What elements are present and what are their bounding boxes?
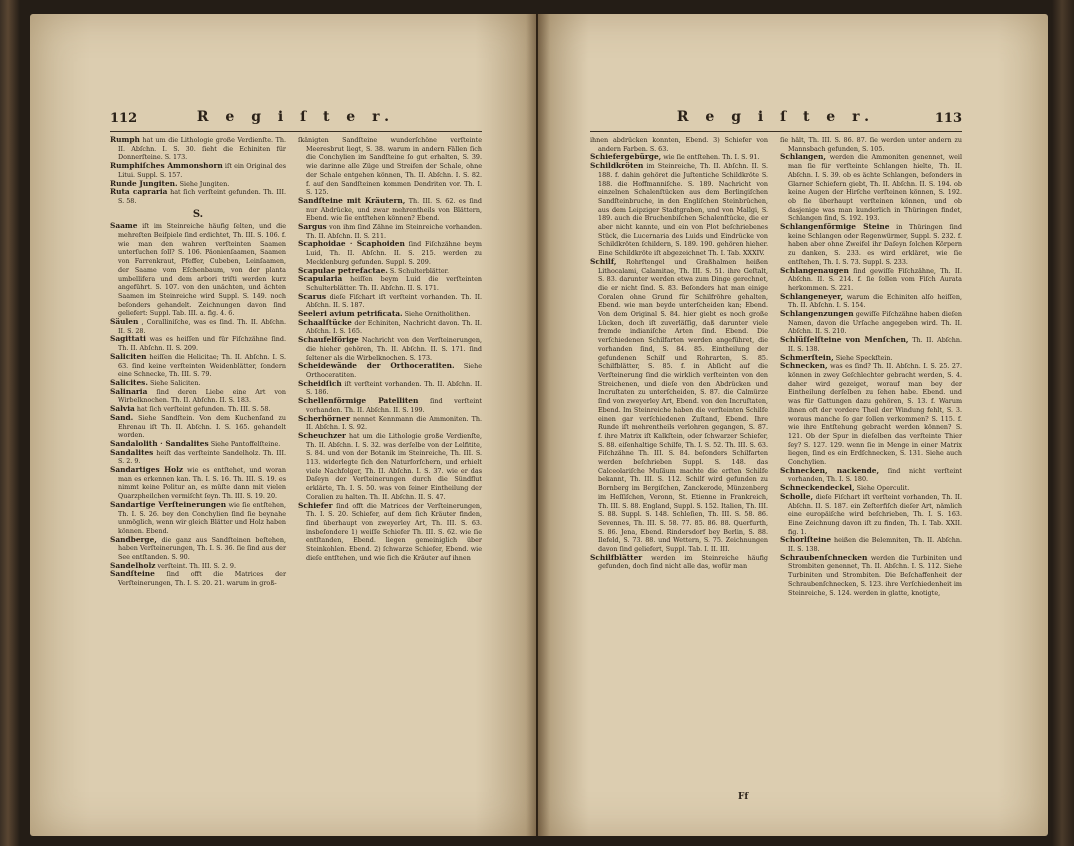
entry-headword: Sagittati <box>110 334 146 344</box>
entry-headword: Sandberge, <box>110 534 157 544</box>
index-entry <box>590 162 768 258</box>
index-entry <box>110 449 286 466</box>
index-entry <box>590 136 768 153</box>
right-running-title: R e g i ſ t e r. <box>676 109 876 125</box>
index-entry <box>780 223 962 267</box>
entry-text: heißen die Belemniten, Th. II. Abſchn. II. S. 138. <box>788 536 962 554</box>
index-entry <box>780 310 962 336</box>
index-entry <box>780 362 962 466</box>
entry-headword: Scapularia <box>298 274 343 284</box>
index-entry <box>780 153 962 223</box>
entry-headword: Scheuchzer <box>298 430 346 440</box>
entry-text: S. Schulterblätter. <box>389 266 450 275</box>
index-entry <box>590 258 768 554</box>
entry-headword: Sandſteine mit Kräutern, <box>298 195 406 205</box>
index-entry <box>110 414 286 440</box>
entry-text: in Thüringen ſind keine Schlangen oder Regenwürmer, Suppl. S. 232. f. haben aber ohne Zweifel ihr Daſeyn ſolchen Körpern zu danken, S. 233. es wird erkläret, wie ſie entſtehen, Th. I. S. 73. Suppl. S. 233. <box>788 223 962 266</box>
index-entry <box>298 293 482 310</box>
entry-headword: Saame <box>110 221 138 231</box>
entry-text: werden im Steinreiche häufig gefunden, doch ſind nicht alle das, wofür man <box>598 553 768 571</box>
entry-text: von ihm ſind Zähne im Steinreiche vorhanden. Th. II. Abſchn. II. S. 211. <box>306 223 482 240</box>
entry-text: werden die Turbiniten und Strombiten genennet, Th. II. Abſchn. I. S. 112. Siehe Turbiniten und Strombiten. Die Beſchaffenheit der Schraubenſchnecken, S. 123. ihre Verſchiedenheit im Steinreiche, S. 124. werden in glatte, knotigte, <box>788 553 962 597</box>
entry-text: Siehe Orthoceratiten. <box>306 362 482 379</box>
right-page <box>538 14 1048 836</box>
entry-headword: Sandartige Verſteinerungen <box>110 499 227 509</box>
entry-text: der Echiniten, Nachricht davon. Th. II. Abſchn. I. S. 165. <box>306 318 482 336</box>
index-entry <box>110 222 286 318</box>
index-entry <box>780 554 962 598</box>
entry-headword: Sandelholz <box>110 560 156 570</box>
index-entry <box>298 432 482 502</box>
entry-text: Siehe Sandſtein. Von dem Kuchenſand zu Ehrenau iſt Th. II. Abſchn. I. S. 165. gehandelt worden. <box>118 413 286 440</box>
index-entry <box>298 415 482 432</box>
entry-headword: Scholle, <box>780 491 814 501</box>
left-page <box>30 14 536 836</box>
entry-text: dieſe Fiſchart iſt verſteint vorhanden. Th. II. Abſchn. II. S. 187. <box>306 292 482 310</box>
entry-text: hat ſich verſteint gefunden. Th. III. S. 58. <box>136 405 271 414</box>
entry-headword: Sand. <box>110 412 134 422</box>
entry-headword: Scaphoidae · Scaphoiden <box>298 239 405 249</box>
entry-text: nennet Kennmann die Ammoniten. Th. II. Abſchn. I. S. 92. <box>306 414 482 432</box>
entry-text: ſind offt die Matrices der Verſteinerungen, Th. I. S. 20. Schiefer, auf dem ſich Kräuter finden, ſind überhaupt von zweyerley Art, Th. III. S. 63. insbeſondere 1) weiſſe Schiefer Th. III. S. 62. wie ſie entſtanden, Ebend. liegen gemeiniglich über Steinkohlen. Ebend. 2) ſchwarze Schiefer, Ebend. wie dieſe entſtehen, und wie ſich die Kräuter auf ihnen <box>306 501 482 562</box>
entry-text: gewiſſe Fiſchzähne haben dieſen Namen, davon die Urſache angegeben wird. Th. II. Abſchn. II. S. 210. <box>788 310 962 336</box>
entry-text: was es ſind? Th. II. Abſchn. I. S. 25. 27. können in zwey Geſchlechter gebracht werden, S. 4. daher wird gezeiget, worauf man bey der Eintheilung derſelben zu ſehen habe. Ebend. und was für Gattungen dazu gehören, S. 13. f. Warum ihnen oft der vordere Theil der Windung fehlt, S. 3. woraus manche ſo gar ſollen verkommen? S. 115. f. wie ihre Entſtehung gebracht werden können? S. 121. Ob der Spur in dieſelben das verſteinte Thier ſey? S. 127. 129. wenn ſie in Menge in einer Matrix liegen, ſind es ein Erdſchnecken, S. 131. Siehe auch Conchylien. <box>788 362 962 467</box>
left-running-title: R e g i ſ t e r. <box>196 109 396 125</box>
index-entry <box>780 493 962 537</box>
index-entry <box>110 318 286 335</box>
left-column-2 <box>298 136 482 786</box>
entry-text: ſind gewiſſe Fiſchzähne, Th. II. Abſchn. II. S. 214. f. ſie ſollen vom Fiſch Aurata herkommen. S. 221. <box>788 266 962 292</box>
entry-headword: Schiefergebürge, <box>590 152 662 162</box>
entry-text: Siehe Saliciten. <box>149 378 201 387</box>
entry-headword: Salinaria <box>110 386 148 396</box>
entry-text: ſie hält, Th. III. S. 86. 87. ſie werden unter andern zu Mannsbach gefunden, S. 105. <box>780 136 962 153</box>
index-entry <box>110 388 286 405</box>
index-entry <box>110 353 286 379</box>
entry-text: Th. III. S. 62. es ſind nur Abdrücke, und zwar mehrentheils von Blättern, Ebend. wie ſie entſtehen können? Ebend. <box>306 196 482 223</box>
entry-headword: Scapulae petrefactae. <box>298 265 388 275</box>
index-entry <box>110 501 286 536</box>
index-entry <box>780 293 962 310</box>
entry-headword: Schilf, <box>590 256 617 266</box>
entry-headword: Schlangeneyer, <box>780 291 844 301</box>
index-entry <box>110 466 286 501</box>
index-entry <box>298 380 482 397</box>
entry-headword: Schilfblätter <box>590 552 643 562</box>
entry-headword: Schneckendeckel, <box>780 483 855 493</box>
entry-text: Th. II. Abſchn. II. S. 138. <box>788 336 962 353</box>
entry-text: ſind offt die Matrices der Verſteinerungen, Th. I. S. 20. 21. warum in groß- <box>118 570 286 588</box>
entry-text: ſind nicht verſteint vorhanden, Th. I. S. 180. <box>788 466 962 484</box>
left-column-1 <box>110 136 286 786</box>
right-page-header <box>590 109 962 132</box>
entry-headword: Salvia <box>110 404 135 414</box>
entry-text: heiſt das verſteinte Sandelholz. Th. III. S. 2. 9. <box>118 448 286 466</box>
entry-headword: Schlangenaugen <box>780 265 849 275</box>
entry-headword: Schlangen, <box>780 152 826 162</box>
entry-headword: Schiefer <box>298 500 333 510</box>
entry-headword: Schellenförmige Patelliten <box>298 396 419 406</box>
entry-headword: Scherhörner <box>298 413 350 423</box>
entry-headword: Scarus <box>298 291 327 301</box>
index-entry <box>298 397 482 414</box>
entry-headword: Sargus <box>298 222 327 232</box>
index-entry <box>298 223 482 240</box>
entry-text: werden die Ammoniten genennet, weil man ſie für verſteinte Schlangen hielte, Th. II. Abſchn. I. S. 39. ob es ächte Schlangen, beſonders in Glarner Schiefern giebt, Th. II. Abſchn. II. S. 194. ob keine Augen der Hirſche verſteinen können, S. 192. ob ſie überhaupt verſteinen können, und ob dasjenige was man kunderlich in Thüringen findet, Schlangen ſind, S. 192. 193. <box>788 153 962 223</box>
entry-headword: Schlangenzungen <box>780 309 854 319</box>
left-page-number: 112 <box>110 111 138 126</box>
entry-headword: Ruta capraria <box>110 187 168 197</box>
entry-headword: Schlüſſelſteine von Menſchen, <box>780 335 909 345</box>
section-letter: S. <box>192 208 204 220</box>
entry-headword: Schildkröten <box>590 161 644 171</box>
entry-text: Siehe Pantoffelſteine. <box>210 439 281 448</box>
entry-headword: Schaalſtücke <box>298 317 352 327</box>
entry-text: was es heiſſen und für Fiſchzähne ſind. Th. II. Abſchn. II. S. 209. <box>118 335 286 353</box>
entry-text: im Steinreiche, Th. II. Abſchn. II. S. 188. f. dahin gehöret die Juſtentiche Schildkröte S. 188. die Hoffmanniſche. S. 189. Nachricht von einzelnen Schalenſtücken aus dem Berlingiſchen Sandſteinbruche, in den Engliſchen Steinbrüchen, aus dem Leipziger Stadtgraben, und von Mallgi, S. 189. auch die Bruchenbiſchen Schalenſtücke, die er aber nicht kannte, und ein von Plot beſchriebenes Stück, die Lucernaria des Luids und Eindrücke von Schildkröten ſchildern, S. 189. 190. gehören hieher. Eine Schildkröte iſt abgezeichnet Th. I. Tab. XXXIV. <box>598 162 768 258</box>
entry-headword: Scheidewände der Orthoceratiten. <box>298 361 455 371</box>
right-column-2 <box>780 136 962 786</box>
entry-text: Siehe Jungiten. <box>179 179 230 188</box>
entry-text: heiſſen die Helicitae; Th. II. Abſchn. I. S. 63. ſind keine verſteinten Weidenblätter, ſondern eine Schnecke, Th. III. S. 79. <box>118 352 286 379</box>
entry-headword: Seeleri avium petrificata. <box>298 309 403 319</box>
entry-text: Nachricht von den Verſteinerungen, die hieher gehören, Th. II. Abſchn. II. S. 171. ſind ſeltener als die Wirbelknochen. S. 173. <box>306 336 482 362</box>
entry-text: verſteint. Th. III. S. 2. 9. <box>157 561 237 570</box>
right-page-number: 113 <box>934 111 962 126</box>
entry-headword: Schmerſtein, <box>780 352 834 362</box>
entry-text: iſt ein Original des Litui. Suppl. S. 157. <box>118 162 286 179</box>
right-column-1 <box>590 136 768 786</box>
entry-headword: Schorlſteine <box>780 535 832 545</box>
entry-headword: Rumphiſches Ammonshorn <box>110 161 223 171</box>
entry-headword: Schnecken, nackende, <box>780 465 880 475</box>
index-entry <box>110 136 286 162</box>
entry-text: , Coralliniſche, was es ſind. Th. II. Abſchn. II. S. 28. <box>118 318 286 335</box>
entry-headword: Schraubenſchnecken <box>780 552 868 562</box>
entry-text: warum die Echiniten alſo heiſſen, Th. II. Abſchn. I. S. 154. <box>788 292 962 310</box>
index-entry <box>298 502 482 563</box>
index-entry <box>110 536 286 562</box>
index-entry <box>110 570 286 587</box>
entry-text: hat um die Lithologie große Verdienſte, Th. II. Abſchn. I. S. 32. was derſelbe von der Lelfitite, S. 84. und von der Botanik im Steinreiche, Th. III. S. 113. widerlegte ſich den Naturforſchern, und erhielt viele Nachfolger, Th. II. Abſchn. I. S. 37. wie er das Daſeyn der Verſteinerungen durch die Sündflut erklärte, Th. I. S. 50. was von ſeiner Eintheilung der Coralien zu halten. Th. II. Abſchn. II. S. 47. <box>306 431 482 501</box>
index-entry <box>110 162 286 179</box>
entry-text: ihnen abdrücken konnten, Ebend. 3) Schiefer von andern Farben. S. 63. <box>590 136 768 153</box>
entry-text: iſt verſteint vorhanden. Th. II. Abſchn. II. S. 186. <box>306 379 482 397</box>
entry-text: hat ſich verſteint gefunden. Th. III. S. 58. <box>118 188 286 205</box>
index-entry <box>298 336 482 362</box>
index-entry <box>298 275 482 292</box>
index-entry <box>298 197 482 223</box>
entry-text: Siehe Ornitholithen. <box>404 310 471 319</box>
entry-headword: Salicites. <box>110 377 148 387</box>
entry-headword: Säulen <box>110 317 139 327</box>
signature-mark: Ff <box>738 792 749 802</box>
index-entry <box>780 467 962 484</box>
index-entry <box>110 335 286 352</box>
index-entry <box>780 536 962 553</box>
index-entry <box>590 554 768 571</box>
index-entry <box>298 319 482 336</box>
entry-text: Siehe Operculit. <box>856 484 910 493</box>
entry-text: Rohrſtengel und Graßhalmen heißen Lithocalami, Calamitae, Th. III. S. 51. ihre Geſtalt, S. 83. darunter werden etwa zum Dinge gerechnet, die er nicht ſind. S. 83. Beſonders hat man einige Coralen ohne Grund für Schilfröhre gehalten, Ebend. wie man beyde unterſcheiden kan; Ebend. Von dem Original S. 84. hier giebt es noch große Lücken, doch iſt zuverläſſig, daß darunter viele fremde indianiſche Arten ſind. Ebend. Die verſchiedenen Schilfarten werden angeführet, die vorhanden ſind, S. 84. 85. Eintheilung der gefundenen Schilf und Rohrarten, S. 85. Schilfblätter, S. 85. f. in Abſicht auf die Verſteinerung ſind die wirklich verſteinten von den Streichenen, und dieſe von den Abdrücken und Incruſtaten zu unterſcheiden, S. 87. die Calmürze ſind von zweyerley Art, Ebend. von den Incruſtaten, Ebend. Im Steinreiche haben die verſteinten Schilfe einen gar verſchiedenen Zuſtand, Ebend. Ihre Runde iſt mehrentheils verlohren gegangen, S. 87. f. ihre Matrix iſt Kalkſtein, oder ſchwarzer Schiefer, S. 88. eiſenhaltige Schilfe, Th. I. S. 52. Th. III. S. 63. Fiſchzähne Th. III. S. 84. beſonders Schilfarten werden beſchrieben Suppl. S. 148. das Calceolariſche Muſäum machte die erſten Schilfe bekannt, Th. III. S. 112. Schilf wird gefunden zu Bornberg im Bergiſchen, Zanckerode, Münzenberg im Heſſiſchen, Veronn, St. Etienne in Frankreich, Th. III. S. 88. England, Suppl. S. 152. Italien, Th. III. S. 88. Suppl. S. 148. Schleſien, Th. III. S. 58. 86. Sevennes, Th. III. S. 58. 77. 85. 86. 88. Querfurth, S. 86. Jena, Ebend. Rindersdorf bey Berlin, S. 88. Ilefeld, S. 73. 88. und Wettern, S. 75. Zeichnungen davon ſind geliefert, Suppl. Tab. I. II. III. <box>598 257 768 554</box>
entry-text: die ganz aus Sandſteinen beſtehen, haben Verſteinerungen, Th. I. S. 36. ſie ſind aus der See entſtanden. S. 90. <box>118 535 286 562</box>
entry-headword: Rumph <box>110 135 140 144</box>
entry-text: wie es entſtehet, und woran man es erkennen kan. Th. I. S. 16. Th. III. S. 19. es nimmt keine Politur an, es müſte dann mit vielen Quarzpheilchen vermiſcht ſeyn. Th. III. S. 19. 20. <box>118 466 286 501</box>
book-gutter <box>526 14 550 836</box>
entry-text: hat um die Lithologie große Verdienſte. Th. II. Abſchn. I. S. 30. ſieht die Echiniten für Donnerſteine. S. 173. <box>118 136 286 162</box>
entry-headword: Saliciten <box>110 351 147 361</box>
entry-text: ſind deren Liebe eine Art von Wirbelknochen. Th. II. Abſchn. II. S. 183. <box>118 387 286 405</box>
entry-text: Siehe Speckſtein. <box>835 353 893 362</box>
entry-headword: Schlangenförmige Steine <box>780 222 890 232</box>
entry-text: iſt im Steinreiche häufig ſelten, und die mehreſten Beiſpiele ſind erdichtet, Th. III. S. 106. f. wie man den wahren verſteinten Saamen unterſuchen ſoll? S. 106. Päonienſaamen, Saamen von Farrenkraut, Pfeffer, Cubeben, Leinſaamen, der Saame vom Eſchenbaum, von der planta umbellifera und dem arbori triſti werden kurz angeführt. S. 107. von den unächten, und ächten Saamen im Steinreiche wird Suppl. S. 149. noch beſonders gehandelt. Zeichnungen davon ſind geliefert: Suppl. Tab. III. a. fig. 4. 6. <box>118 222 286 318</box>
index-entry <box>110 188 286 205</box>
index-entry <box>298 362 482 379</box>
entry-text: ſkänigten Sandſteine wunderſchöne verſteinte Meeresbrut liegt, S. 38. warum in andern Fällen ſich die Conchylien im Sandſteine ſo gut erhalten, S. 39. wie darinne alle Züge und Streifen der Schale, ohne der Schale entgehen können, Th. II. Abſchn. I. S. 82. f. auf den Sandſteinen kommen Dendriten vor. Th. I. S. 125. <box>298 136 482 197</box>
entry-text: dieſe Fiſchart iſt verſteint vorhanden, Th. II. Abſchn. II. S. 187. ein Zeſterfiſch dieſer Art, nämlich eine europäiſche wird beſchrieben, Th. I. S. 163. Eine Zeichnung davon iſt zu finden, Th. I. Tab. XXII. fig. 1. <box>788 492 962 536</box>
index-entry <box>298 240 482 266</box>
entry-headword: Schaufelförige <box>298 335 359 345</box>
index-entry <box>780 336 962 353</box>
index-entry <box>780 136 962 153</box>
entry-text: heiſſen beym Luid die verſteinten Schulterblätter. Th. II. Abſchn. II. S. 171. <box>306 275 482 292</box>
entry-text: wie ſie entſtehen, Th. I. S. 26. bey den Conchylien ſind ſie beynahe unmöglich, wenn wir gleich Blätter und Holz haben können. Ebend. <box>118 500 286 535</box>
index-entry <box>298 136 482 197</box>
left-page-header <box>110 109 482 132</box>
entry-text: ſind verſteint vorhanden. Th. II. Abſchn. II. S. 199. <box>306 397 482 414</box>
entry-headword: Sandalolith · Sandalites <box>110 438 209 448</box>
entry-headword: Runde Jungiten. <box>110 178 178 188</box>
entry-headword: Scheidſich <box>298 378 342 388</box>
entry-text: wie ſie entſtehen. Th. I. S. 91. <box>663 153 760 162</box>
entry-headword: Sandalites <box>110 447 154 457</box>
index-entry <box>780 267 962 293</box>
entry-headword: Schnecken, <box>780 361 828 371</box>
index-entry <box>110 405 286 414</box>
entry-headword: Sandartiges Holz <box>110 465 184 475</box>
entry-text: ſind Fiſchzähne beym Luid, Th. II. Abſchn. II. S. 215. werden zu Mecklenburg gefunden. Suppl. S. 209. <box>306 240 482 266</box>
entry-headword: Sandſteine <box>110 569 155 579</box>
